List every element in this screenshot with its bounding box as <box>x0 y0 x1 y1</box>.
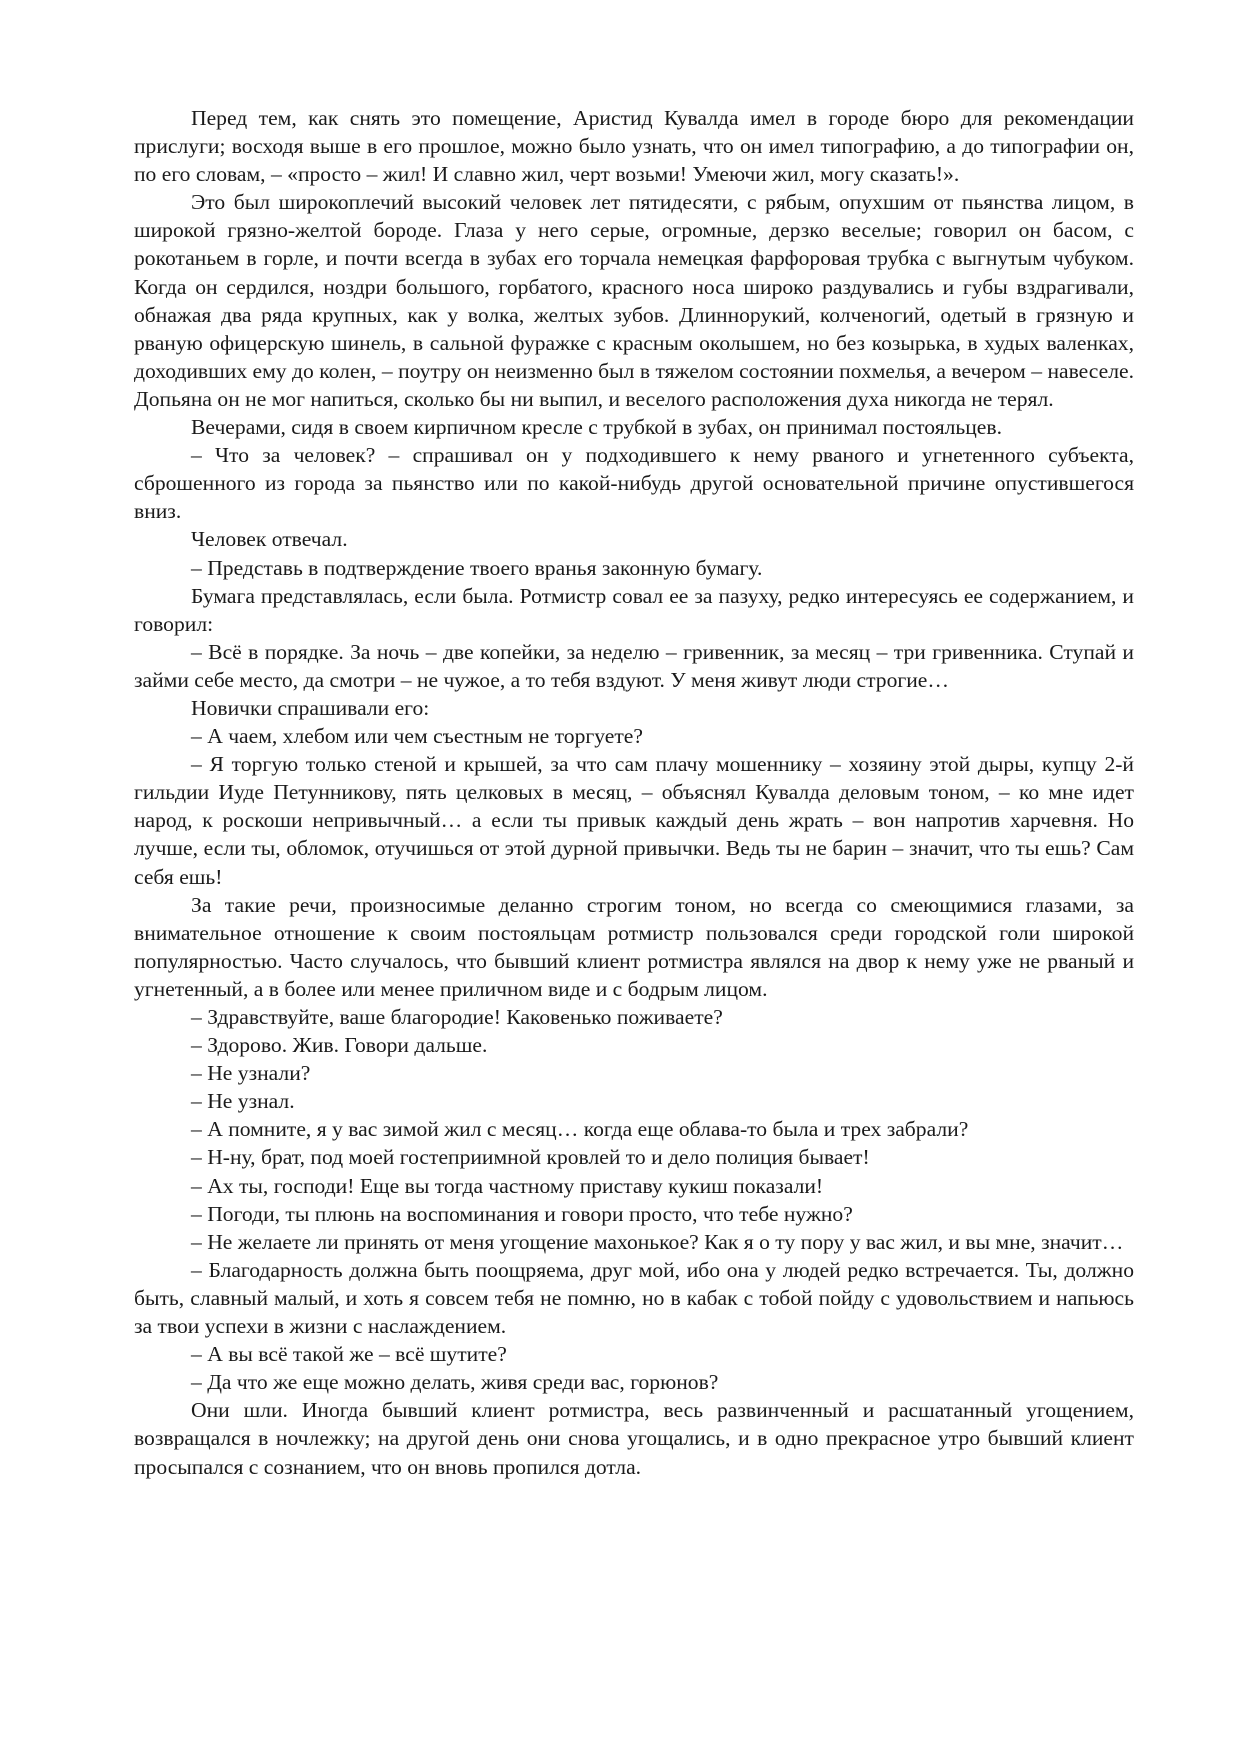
paragraph: Новички спрашивали его: <box>191 695 430 720</box>
paragraph: – А вы всё такой же – всё шутите? <box>191 1342 507 1367</box>
paragraph: – Не узнали? <box>191 1061 311 1086</box>
paragraph: – А чаем, хлебом или чем съестным не торгуете? <box>191 724 643 749</box>
paragraph: Человек отвечал. <box>191 527 348 552</box>
paragraph: – Благодарность должна быть поощряема, друг мой, ибо она у людей редко встречается. Ты, должно быть, славный малый, и хоть я совсем тебя не помню, но в кабак с тобой пойду с удовольствием и напьюсь за твои успехи в жизни с наслаждением. <box>134 1257 1134 1339</box>
paragraph: – Да что же еще можно делать, живя среди вас, горюнов? <box>191 1370 719 1395</box>
paragraph: – Что за человек? – спрашивал он у подходившего к нему рваного и угнетенного субъекта, сброшенного из города за пьянство или по какой-нибудь другой основательной причине опустившегося вниз. <box>134 443 1134 524</box>
paragraph: – Погоди, ты плюнь на воспоминания и говори просто, что тебе нужно? <box>191 1201 853 1226</box>
paragraph: – Ах ты, господи! Еще вы тогда частному приставу кукиш показали! <box>191 1173 824 1198</box>
paragraph: – Я торгую только стеной и крышей, за что сам плачу мошеннику – хозяину этой дыры, купцу 2-й гильдии Иуде Петунникову, пять целковых в месяц, – объяснял Кувалда деловым тоном, – ко мне идет народ, к роскоши непривычный… а если ты привык каждый день жрать – вон напротив харчевня. Но лучше, если ты, обломок, отучишься от этой дурной привычки. Ведь ты не барин – значит, что ты ешь? Сам себя ешь! <box>134 752 1134 889</box>
paragraph: – Не желаете ли принять от меня угощение махонькое? Как я о ту пору у вас жил, и вы мне, значит… <box>191 1229 1124 1254</box>
paragraph: – Здравствуйте, ваше благородие! Каковенько поживаете? <box>191 1005 723 1029</box>
paragraph: – Здорово. Жив. Говори дальше. <box>191 1033 488 1058</box>
paragraph: Вечерами, сидя в своем кирпичном кресле с трубкой в зубах, он принимал постояльцев. <box>191 415 1002 440</box>
paragraph: – Представь в подтверждение твоего вранья законную бумагу. <box>191 555 763 580</box>
document-page <box>134 104 1134 1481</box>
paragraph: Бумага представлялась, если была. Ротмистр совал ее за пазуху, редко интересуясь ее содержанием, и говорил: <box>134 583 1134 636</box>
paragraph: – Всё в порядке. За ночь – две копейки, за неделю – гривенник, за месяц – три гривенника. Ступай и займи себе место, да смотри – не чужое, а то тебя вздуют. У меня живут люди строгие… <box>134 639 1134 692</box>
paragraph: Это был широкоплечий высокий человек лет пятидесяти, с рябым, опухшим от пьянства лицом, в широкой грязно-желтой бороде. Глаза у него серые, огромные, дерзко веселые; говорил он басом, с рокотаньем в горле, и почти всегда в зубах его торчала немецкая фарфоровая трубка с выгнутым чубуком. Когда он сердился, ноздри большого, горбатого, красного носа широко раздувались и губы вздрагивали, обнажая два ряда крупных, как у волка, желтых зубов. Длиннорукий, колченогий, одетый в грязную и рваную офицерскую шинель, в сальной фуражке с красным околышем, но без козырька, в худых валенках, доходивших ему до колен, – поутру он неизменно был в тяжелом состоянии похмелья, а вечером – навеселе. Допьяна он не мог напиться, сколько бы ни выпил, и веселого расположения духа никогда не терял. <box>134 190 1134 411</box>
paragraph: – А помните, я у вас зимой жил с месяц… когда еще облава-то была и трех забрали? <box>191 1117 969 1142</box>
paragraph: Они шли. Иногда бывший клиент ротмистра, весь развинченный и расшатанный угощением, возвращался в ночлежку; на другой день они снова угощались, и в одно прекрасное утро бывший клиент просыпался с сознанием, что он вновь пропился дотла. <box>134 1398 1134 1479</box>
paragraph: – Не узнал. <box>191 1089 295 1114</box>
paragraph: За такие речи, произносимые деланно строгим тоном, но всегда со смеющимися глазами, за внимательное отношение к своим постояльцам ротмистр пользовался среди городской голи широкой популярностью. Часто случалось, что бывший клиент ротмистра являлся на двор к нему уже не рваный и угнетенный, а в более или менее приличном виде и с бодрым лицом. <box>134 892 1134 1001</box>
paragraph: Перед тем, как снять это помещение, Аристид Кувалда имел в городе бюро для рекомендации прислуги; восходя выше в его прошлое, можно было узнать, что он имел типографию, а до типографии он, по его словам, – «просто – жил! И славно жил, черт возьми! Умеючи жил, могу сказать!». <box>134 106 1134 187</box>
paragraph: – Н-ну, брат, под моей гостеприимной кровлей то и дело полиция бывает! <box>191 1145 870 1170</box>
